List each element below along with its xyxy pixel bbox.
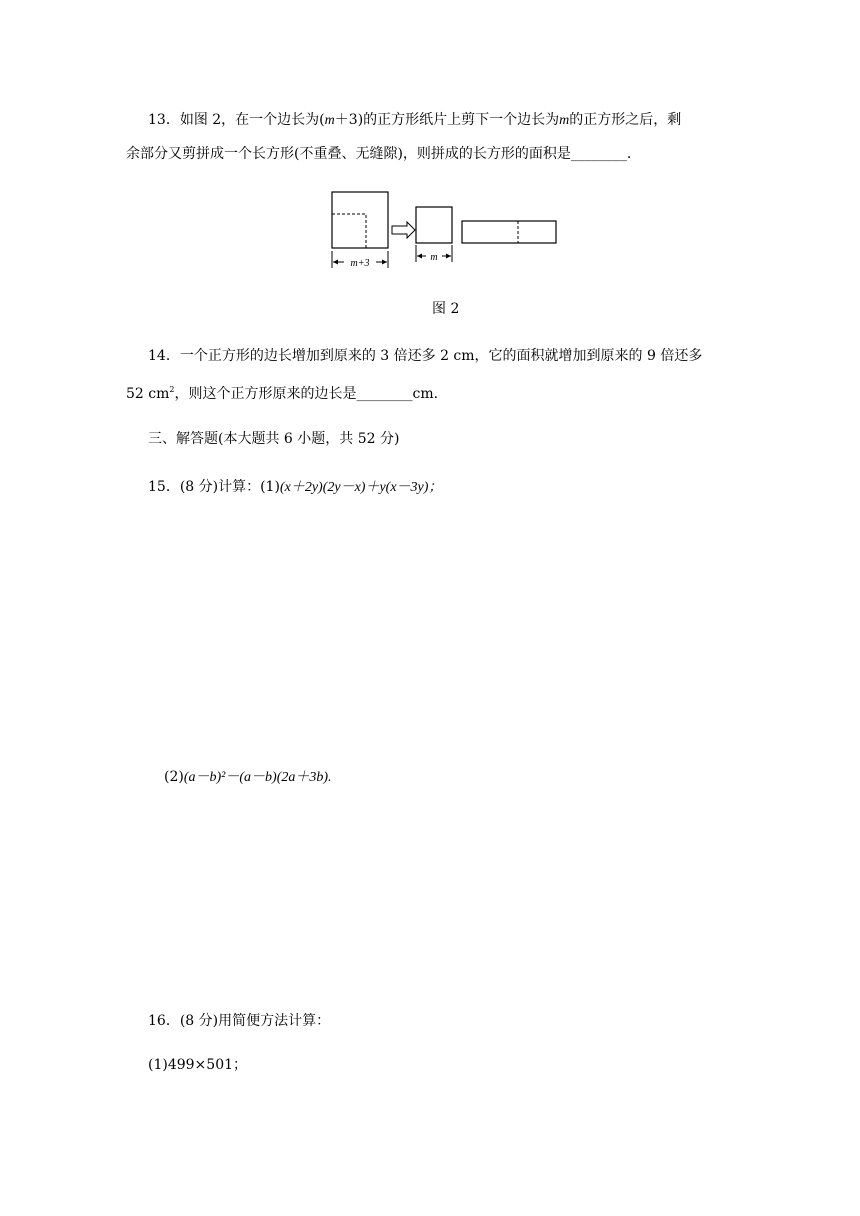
- q13-line2: 余部分又剪拼成一个长方形(不重叠、无缝隙)，则拼成的长方形的面积是________.: [126, 146, 632, 162]
- q13-text-c: 的正方形之后，剩: [569, 112, 682, 128]
- big-square: [332, 192, 388, 248]
- q13-var-m2: m: [559, 113, 570, 128]
- big-dimension-arrow: [332, 251, 388, 269]
- q13-var-m1: m: [324, 113, 335, 128]
- q15-part1-expression: (x＋2y)(2y－x)＋y(x－3y)；: [279, 480, 443, 495]
- q14-superscript: 2: [169, 385, 175, 394]
- q15-part2-label: (2): [164, 769, 184, 785]
- q14-line2-b: ，则这个正方形原来的边长是________cm.: [174, 386, 439, 402]
- label-m-plus-3: m+3: [350, 258, 370, 269]
- rectangle: [462, 221, 556, 243]
- q13-text-b: ＋3)的正方形纸片上剪下一个边长为: [334, 112, 560, 128]
- cut-line: [332, 214, 366, 248]
- small-square: [416, 207, 452, 243]
- q13-line1: [148, 110, 681, 131]
- q14-line1: 14．一个正方形的边长增加到原来的 3 倍还多 2 cm，它的面积就增加到原来的 9 倍还多: [148, 348, 703, 364]
- figure-2: [326, 186, 566, 276]
- q16-part1: (1)499×501；: [148, 1057, 248, 1073]
- q13-text-a: 如图 2，在一个边长为(: [179, 112, 325, 128]
- hollow-arrow: [392, 222, 415, 238]
- q13-number: 13．: [148, 112, 180, 128]
- label-m: m: [430, 252, 438, 263]
- small-dimension-arrow: [416, 245, 452, 263]
- section3-heading: 三、解答题(本大题共 6 小题，共 52 分): [148, 431, 400, 447]
- q15-line1: [148, 477, 442, 498]
- q15-prefix: 15．(8 分)计算：(1): [148, 479, 280, 495]
- q14-line2-a: 52 cm: [126, 386, 170, 402]
- q14-line2: [126, 380, 438, 404]
- q15-part2-expression: (a－b)²－(a－b)(2a＋3b).: [183, 770, 332, 785]
- figure-caption: 图 2: [432, 301, 460, 317]
- q15-part2: [164, 767, 332, 788]
- q16-heading: 16．(8 分)用简便方法计算：: [148, 1013, 331, 1029]
